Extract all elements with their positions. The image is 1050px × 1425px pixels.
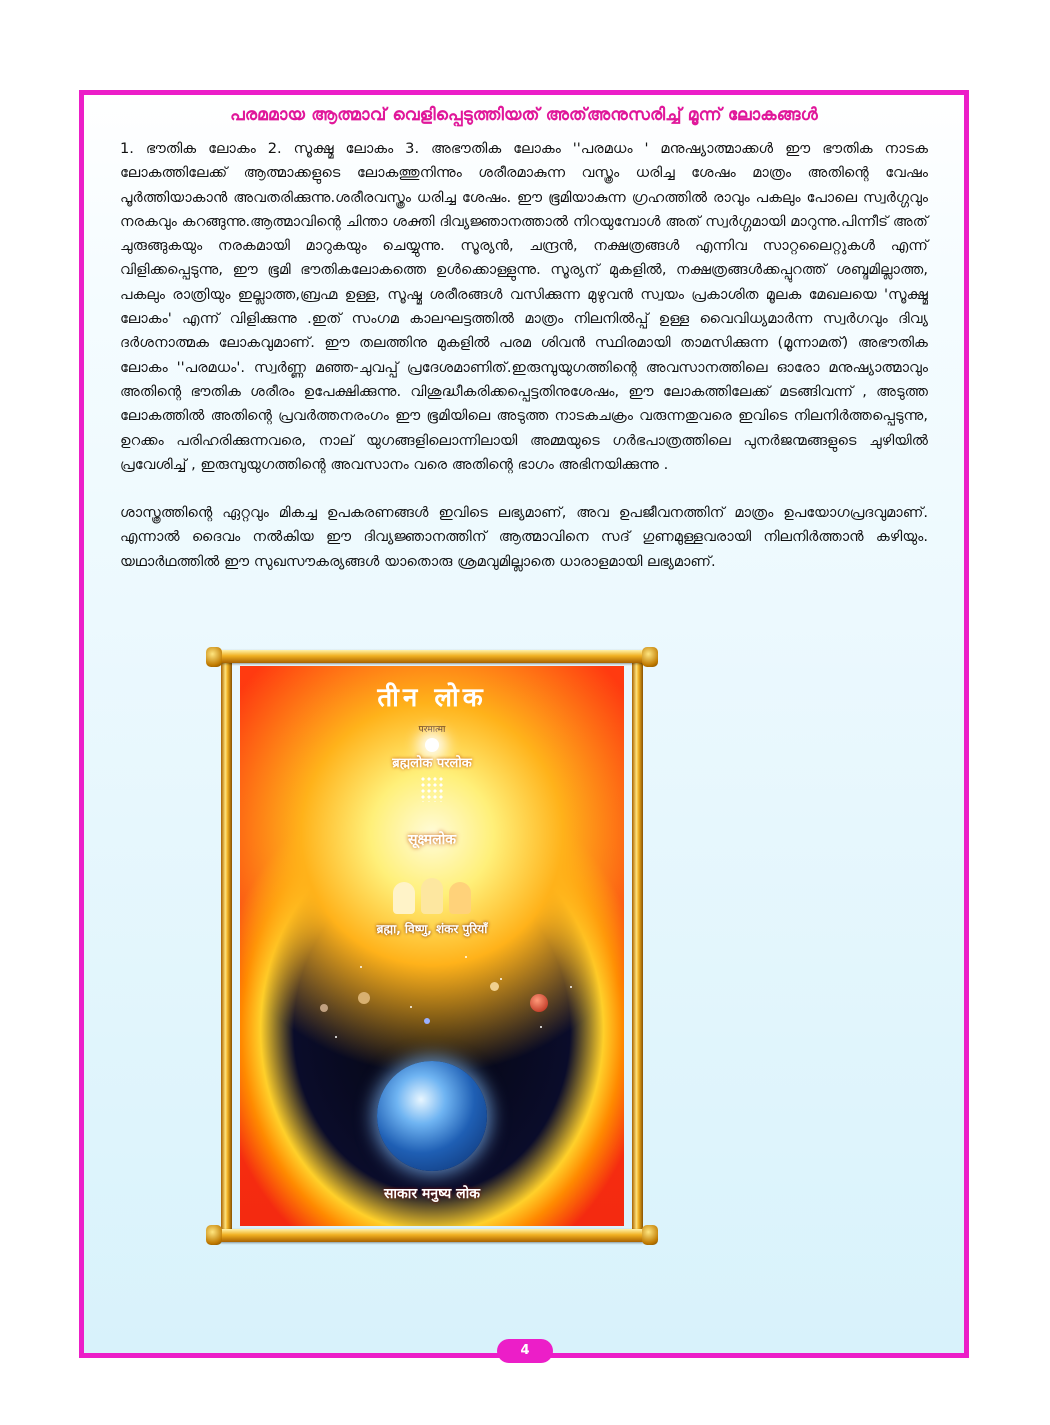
page-number-badge: 4 <box>497 1339 553 1363</box>
scroll-knob-icon <box>206 1225 222 1245</box>
page-heading: പരമമായ ആത്മാവ് വെളിപ്പെടുത്തിയത് അത്അനുസരിച്ച് മൂന്ന് ലോകങ്ങൾ <box>230 105 818 125</box>
scroll-rod-top <box>216 650 648 663</box>
scroll-knob-icon <box>642 647 658 667</box>
planet-small-icon <box>320 1004 328 1012</box>
poster-sakar-label: साकार मनुष्य लोक <box>383 1186 481 1202</box>
scroll-knob-icon <box>206 647 222 667</box>
body-text <box>120 137 928 574</box>
poster-paramatma-label: परमात्मा <box>418 725 446 735</box>
paragraph-2: ശാസ്ത്രത്തിന്റെ ഏറ്റവും മികച്ച ഉപകരണങ്ങൾ ഇവിടെ ലഭ്യമാണ്, അവ ഉപജീവനത്തിന് മാത്രം ഉപയോഗപ്രദവുമാണ്. എന്നാൽ ദൈവം നൽകിയ ഈ ദിവ്യജ്ഞാനത്തിന് ആത്മാവിനെ സദ് ഗുണമുള്ളവരായി നിലനിർത്താൻ കഴിയും. യഥാർഥത്തിൽ ഈ സുഖസൗകര്യങ്ങൾ യാതൊരു ശ്രമവുമില്ലാതെ ധാരാളമായി ലഭ്യമാണ്. <box>120 504 928 570</box>
mars-icon <box>530 994 548 1012</box>
earth-icon <box>377 1061 487 1171</box>
scroll-pole-left <box>221 660 232 1232</box>
poster-puriyan-label: ब्रह्मा, विष्णु, शंकर पुरियाँ <box>376 922 488 936</box>
soul-light-icon <box>425 738 439 752</box>
scroll-knob-icon <box>642 1225 658 1245</box>
poster-title: तीन लोक <box>377 683 487 713</box>
deities-figure-icon <box>387 878 477 914</box>
scroll-pole-right <box>632 660 643 1232</box>
scroll-rod-bottom <box>216 1229 648 1242</box>
poster-sukshmlok-label: सूक्ष्मलोक <box>408 832 456 848</box>
three-worlds-poster <box>240 666 624 1226</box>
three-worlds-scroll-image <box>206 648 658 1244</box>
paragraph-1: 1. ഭൗതിക ലോകം 2. സൂക്ഷ്മ ലോകം 3. അഭൗതിക ലോകം ''പരമധം ' മനുഷ്യാത്മാക്കൾ ഈ ഭൗതിക നാടക ലോകത്തിലേക്ക് ആത്മാക്കളുടെ ലോകത്തുനിന്നും ശരീരമാകുന്ന വസ്ത്രം ധരിച്ച ശേഷം മാത്രം അതിന്റെ വേഷം പൂർത്തിയാകാൻ അവതരിക്കുന്നു.ശരീരവസ്ത്രം ധരിച്ച ശേഷം. ഈ ഭൂമിയാകുന്ന ഗ്രഹത്തിൽ രാവും പകലും പോലെ സ്വർഗ്ഗവും നരകവും കറങ്ങുന്നു.ആത്മാവിന്റെ ചിന്താ ശക്തി ദിവ്യജ്ഞാനത്താൽ നിറയുമ്പോൾ അത് സ്വർഗ്ഗമായി മാറുന്നു.പിന്നീട് അത് ചുരുങ്ങുകയും നരകമായി മാറുകയും ചെയ്യുന്നു. സൂര്യൻ, ചന്ദ്രൻ, നക്ഷത്രങ്ങൾ എന്നിവ സാറ്റലൈറ്റുകൾ എന്ന് വിളിക്കപ്പെടുന്നു, ഈ ഭൂമി ഭൗതികലോകത്തെ ഉൾക്കൊള്ളുന്നു. സൂര്യന് മുകളിൽ, നക്ഷത്രങ്ങൾക്കപ്പുറത്ത് ശബ്ദമില്ലാത്ത, പകലും രാത്രിയും ഇല്ലാത്ത,ബ്രഹ്മ ഉള്ള, സൂഷ്മ ശരീരങ്ങൾ വസിക്കുന്ന മുഴുവൻ സ്വയം പ്രകാശിത മൂലക മേഖലയെ 'സൂക്ഷ്മ ലോകം' എന്ന് വിളിക്കുന്നു .ഇത് സംഗമ കാലഘട്ടത്തിൽ മാത്രം നിലനിൽപ്പ് ഉള്ള വൈവിധ്യമാർന്ന സ്വർഗവും ദിവ്യ ദർശനാത്മക ലോകവുമാണ്. ഈ തലത്തിനു മുകളിൽ പരമ ശിവൻ സ്ഥിരമായി താമസിക്കുന്ന (മൂന്നാമത്) അഭൗതിക ലോകം ''പരമധം'. സ്വർണ്ണ മഞ്ഞ-ചുവപ്പ് പ്രദേശമാണിത്.ഇരുമ്പുയുഗത്തിന്റെ അവസാനത്തിലെ ഓരോ മനുഷ്യാത്മാവും അതിന്റെ ഭൗതിക ശരീരം ഉപേക്ഷിക്കുന്നു. വിശുദ്ധീകരിക്കപ്പെട്ടതിനുശേഷം, ഈ ലോകത്തിലേക്ക് മടങ്ങിവന്ന് , അടുത്ത ലോകത്തിൽ അതിന്റെ പ്രവർത്തനരംഗം ഈ ഭൂമിയിലെ അടുത്ത നാടകചക്രം വരുന്നതുവരെ ഇവിടെ നിലനിർത്തപ്പെടുന്നു, ഉറക്കം പരിഹരിക്കുന്നവരെ, നാല് യുഗങ്ങളിലൊന്നിലായി അമ്മയുടെ ഗർഭപാത്രത്തിലെ പുനർജന്മങ്ങളുടെ ചുഴിയിൽ പ്രവേശിച്ച് , ഇരുമ്പുയുഗത്തിന്റെ അവസാനം വരെ അതിന്റെ ഭാഗം അഭിനയിക്കുന്നു . <box>120 140 928 473</box>
light-hands-icon <box>420 776 444 802</box>
poster-brahmlok-label: ब्रह्मलोक परलोक <box>392 756 472 771</box>
comet-icon <box>424 1018 430 1024</box>
saturn-icon <box>358 992 370 1004</box>
planet-icon <box>490 982 499 991</box>
